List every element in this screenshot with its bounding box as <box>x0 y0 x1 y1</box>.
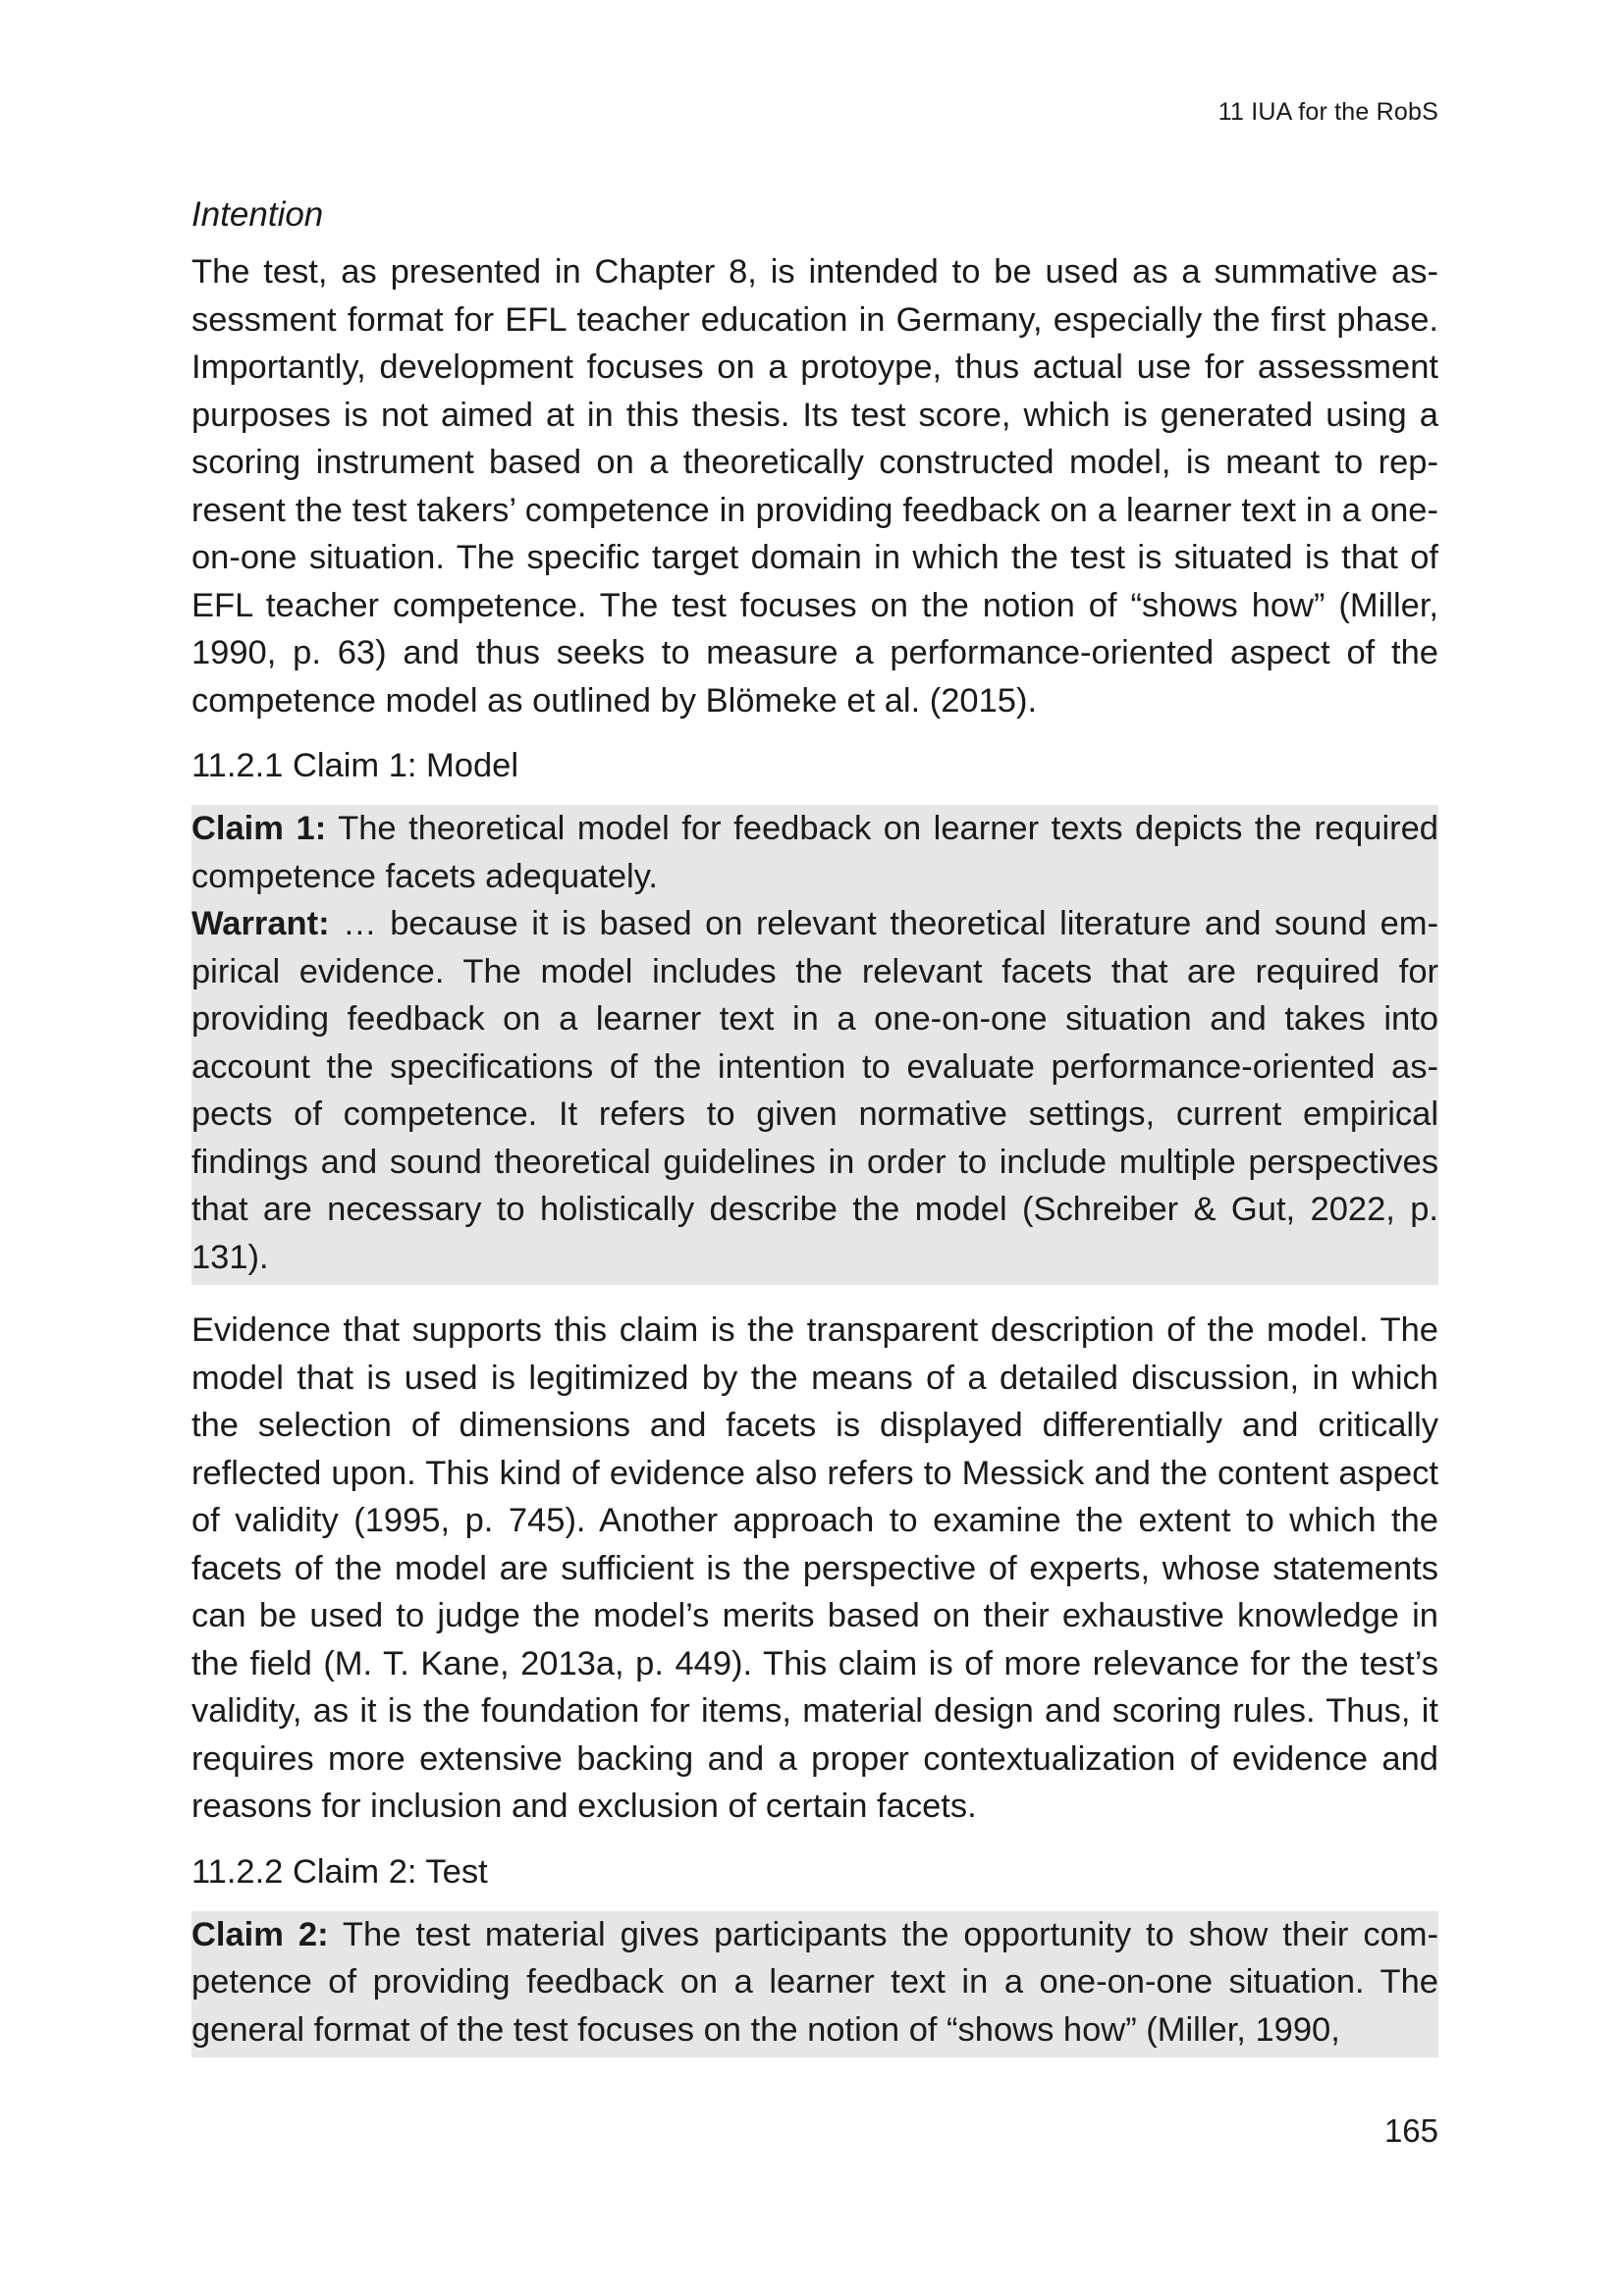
evidence-paragraph: Evidence that supports this claim is the transparent description of the model. The model that is used is legitimized by the means of a detailed discussion, in which the selection of dimensions and facets is displayed differentially and critically reflected upon. This kind of evidence also refers to Messick and the content aspect of validity (1995, p. 745). Another approach to examine the extent to which the facets of the model are sufficient is the perspective of experts, whose statements can be used to judge the model’s merits based on their exhaustive knowledge in the field (M. T. Kane, 2013a, p. 449). This claim is of more relevance for the test’s validity, as it is the foundation for items, material design and scoring rules. Thus, it requires more extensive backing and a proper contextualization of evidence and reasons for inclusion and exclusion of certain facets. <box>191 1311 1438 1825</box>
section-heading-claim-1: 11.2.1 Claim 1: Model <box>191 747 519 784</box>
claim-2-box <box>191 1911 1438 2058</box>
claim-1-text: The theoretical model for feedback on learner texts depicts the required competence facets adequately. <box>191 810 1438 895</box>
claim-1-label: Claim 1: <box>191 810 327 847</box>
warrant-1-label: Warrant: <box>191 905 330 942</box>
warrant-1-statement <box>191 900 1438 1281</box>
claim-1-box <box>191 805 1438 1285</box>
page-number: 165 <box>1383 2112 1438 2149</box>
claim-1-statement <box>191 805 1438 900</box>
claim-2-label: Claim 2: <box>191 1915 329 1953</box>
warrant-1-text: … because it is based on relevant theoretical literature and sound empirical evidence. The model includes the relevant facets that are required for providing feedback on a learner text in a one-on-one situation and takes into account the specifications of the intention to evaluate performance-oriented aspects of competence. It refers to given normative settings, current empirical findings and sound theoretical guidelines in order to include multiple perspectives that are necessary to holistically describe the model (Schreiber & Gut, 2022, p. 131). <box>191 905 1438 1276</box>
claim-2-text: The test material gives participants the opportunity to show their competence of providing feedback on a learner text in a one-on-one situation. The general format of the test focuses on the notion of “shows how” (Miller, 1990, <box>191 1915 1439 2049</box>
claim-2-statement <box>191 1911 1438 2055</box>
running-head: 11 IUA for the RobS <box>1217 98 1438 126</box>
intention-label: Intention <box>191 195 324 234</box>
page-body <box>191 191 1438 2057</box>
section-heading-claim-2: 11.2.2 Claim 2: Test <box>191 1852 488 1891</box>
intention-paragraph: The test, as presented in Chapter 8, is intended to be used as a summative assessment format for EFL teacher education in Germany, especially the first phase. Importantly, development focuses on a protoype, thus actual use for assessment purposes is not aimed at in this thesis. Its test score, which is generated using a scoring instrument based on a theoretically constructed model, is meant to represent the test takers’ competence in providing feedback on a learner text in a one-on-one situation. The specific target domain in which the test is situated is that of EFL teacher competence. The test focuses on the notion of “shows how” (Miller, 1990, p. 63) and thus seeks to measure a performance-oriented aspect of the competence model as outlined by Blömeke et al. (2015). <box>191 253 1438 720</box>
